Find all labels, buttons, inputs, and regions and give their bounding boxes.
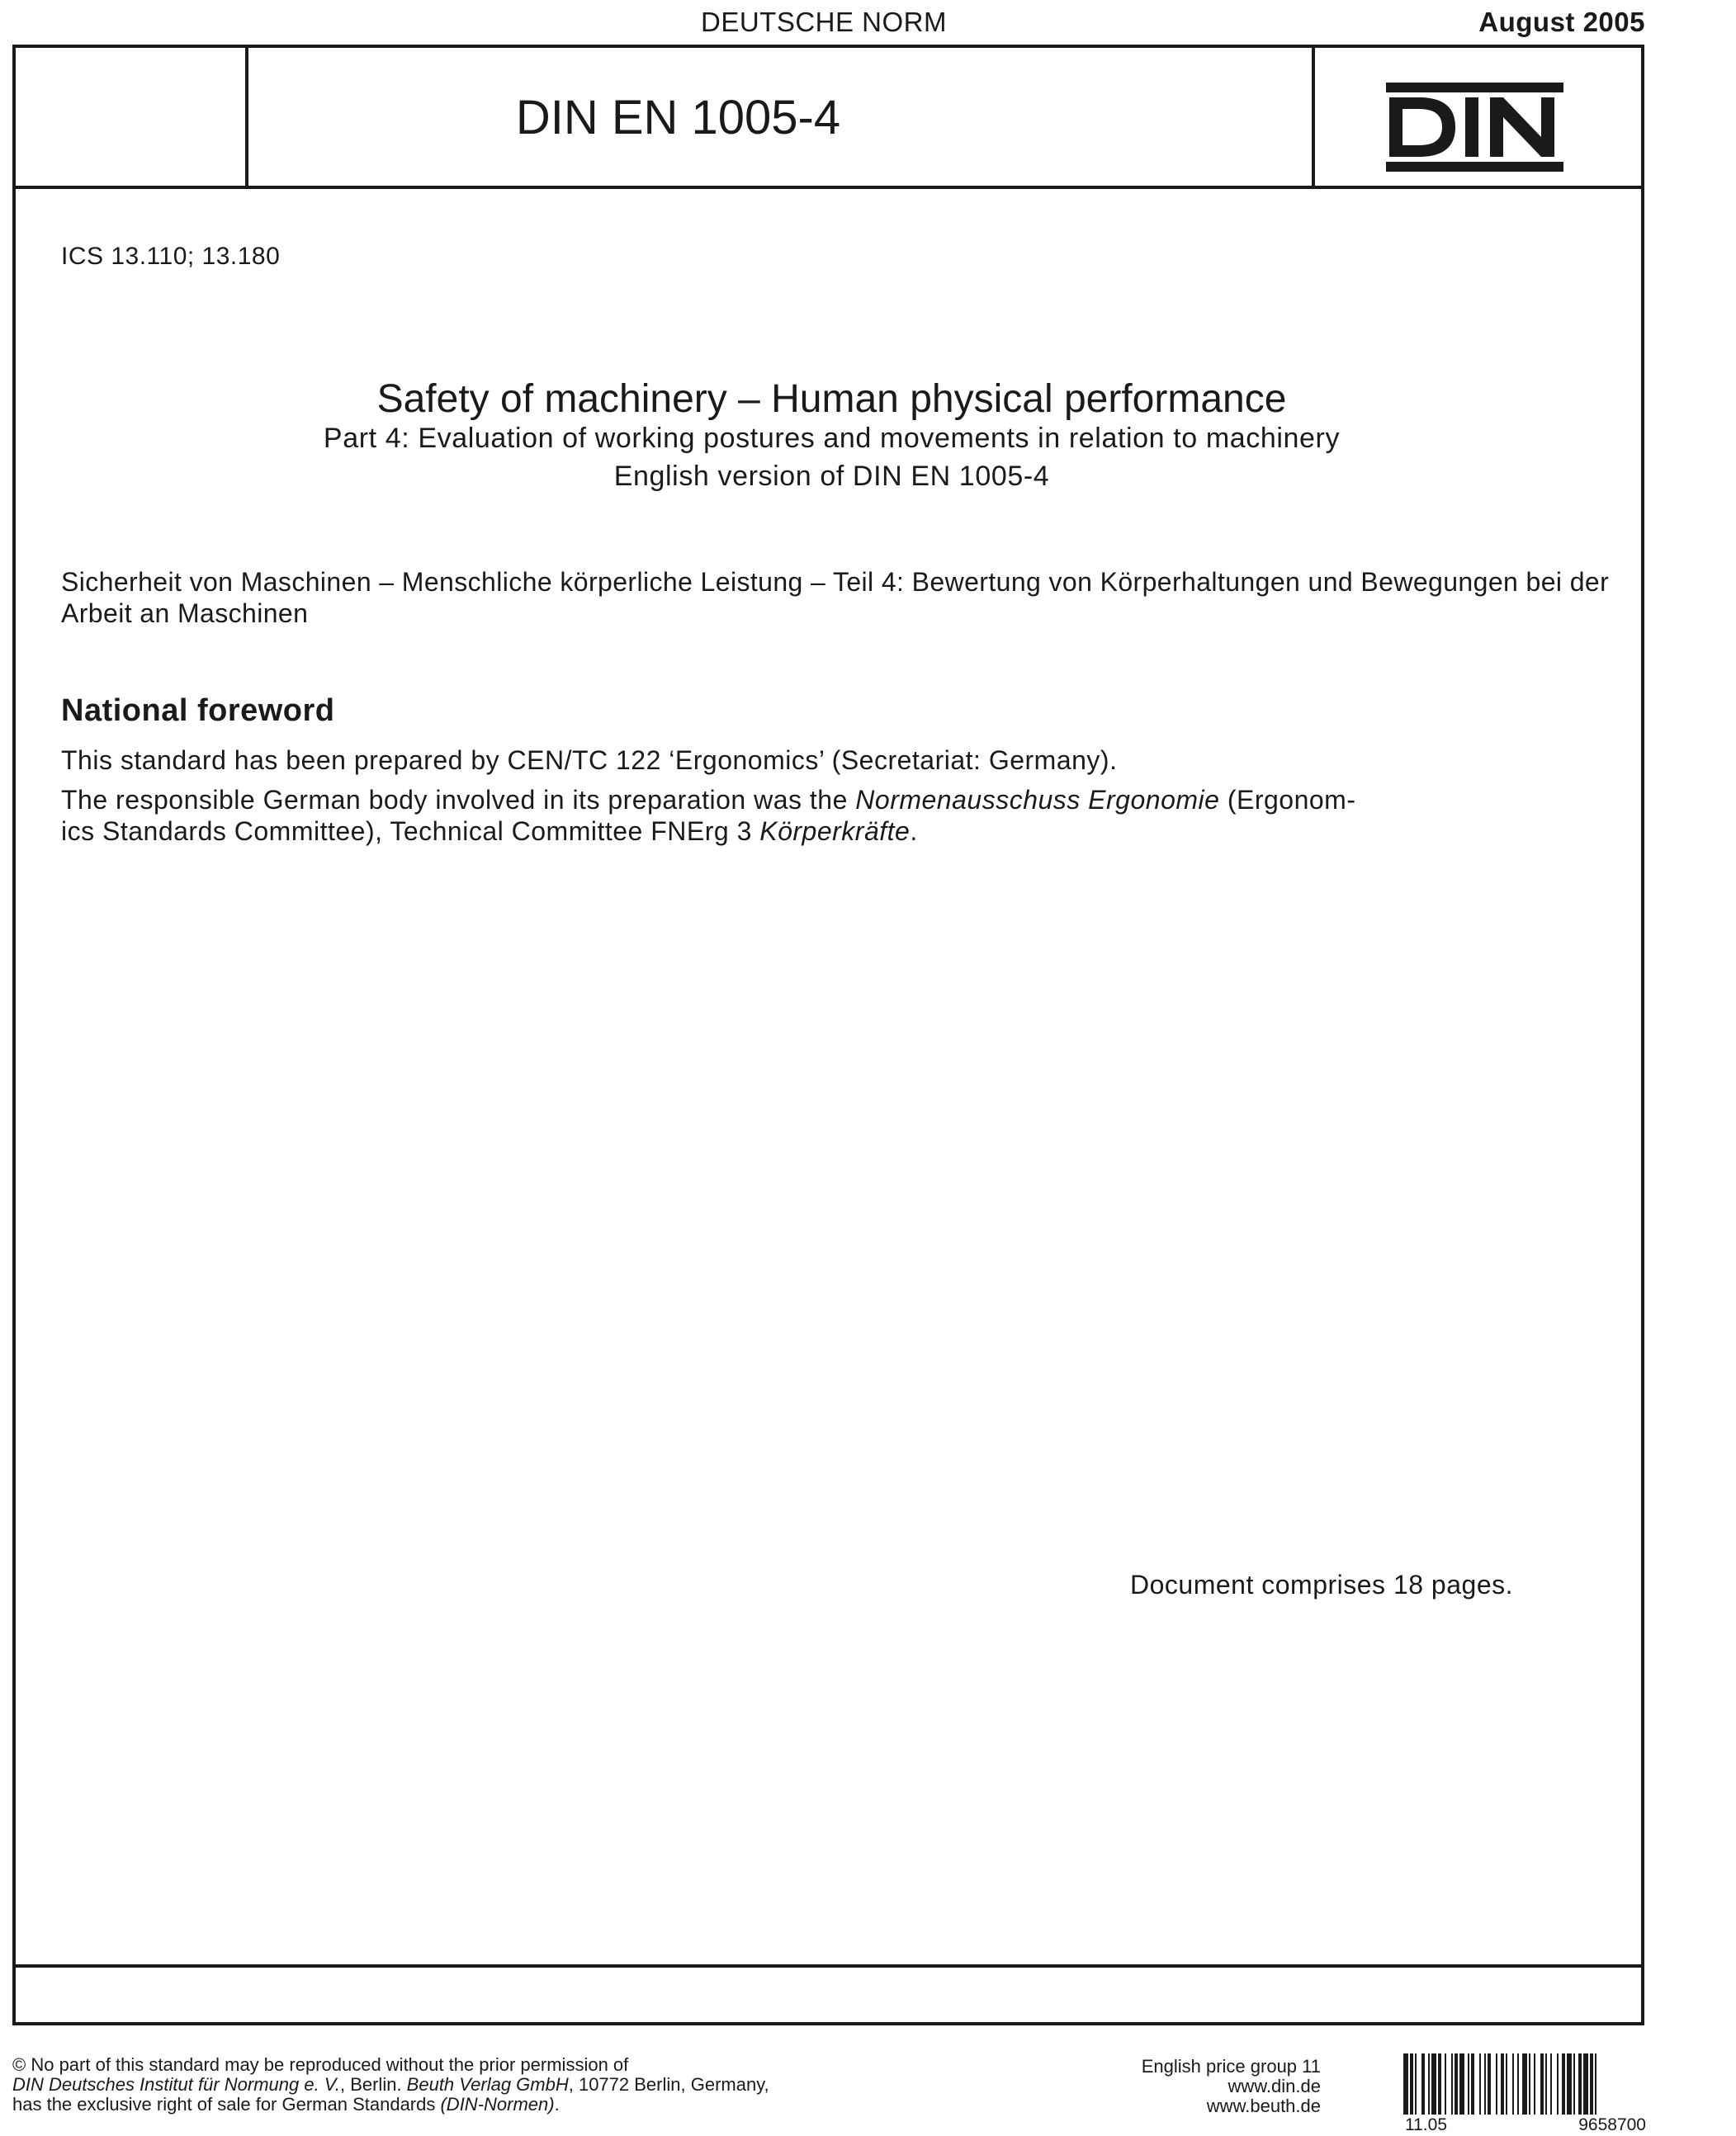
copyright-standards: (DIN-Normen)	[440, 2094, 555, 2115]
copyright-line: , Berlin.	[339, 2074, 407, 2095]
foreword-heading: National foreword	[61, 693, 335, 728]
document-frame	[12, 45, 1644, 2025]
foreword-text: The responsible German body involved in its preparation was the	[61, 785, 856, 815]
technical-committee-name: Körperkräfte	[759, 816, 911, 846]
german-title: Sicherheit von Maschinen – Menschliche körperliche Leistung – Teil 4: Bewertung von Körperhaltungen und Bewegungen bei der Arbeit an Maschinen	[61, 567, 1610, 628]
standard-type-label: DEUTSCHE NORM	[700, 7, 947, 37]
header-right-divider	[1312, 48, 1315, 186]
barcode-icon	[1402, 2053, 1649, 2115]
ics-classification: ICS 13.110; 13.180	[61, 243, 281, 270]
foreword-paragraph-2	[61, 784, 1630, 847]
header-divider	[16, 186, 1641, 189]
copyright-notice	[12, 2055, 962, 2115]
price-group: English price group 11	[1141, 2056, 1321, 2077]
copyright-line: No part of this standard may be reproduced without the prior permission of	[26, 2054, 629, 2075]
din-website-link[interactable]: www.din.de	[1227, 2076, 1321, 2096]
version-note: English version of DIN EN 1005-4	[613, 461, 1050, 492]
document-title: Safety of machinery – Human physical performance	[376, 377, 1287, 421]
foreword-text: .	[910, 816, 918, 846]
copyright-line: , 10772 Berlin, Germany,	[568, 2074, 769, 2095]
copyright-publisher: Beuth Verlag GmbH	[406, 2074, 569, 2095]
copyright-line: has the exclusive right of sale for German Standards	[12, 2094, 441, 2115]
barcode-left-number: 11.05	[1405, 2115, 1447, 2134]
din-logo-icon	[1386, 83, 1563, 172]
copyright-org: DIN Deutsches Institut für Normung e. V.	[12, 2074, 340, 2095]
price-info	[1015, 2057, 1321, 2116]
foreword-paragraph-1: This standard has been prepared by CEN/TC 122 ‘Ergonomics’ (Secretariat: Germany).	[61, 745, 1118, 775]
copyright-line: .	[554, 2094, 560, 2115]
foreword-text: ics Standards Committee), Technical Committee FNErg 3	[61, 816, 760, 846]
publication-date: August 2005	[1478, 7, 1645, 37]
page-count: Document comprises 18 pages.	[1130, 1570, 1513, 1600]
footer-divider	[16, 1964, 1641, 1968]
copyright-symbol: ©	[12, 2054, 26, 2075]
document-subtitle: Part 4: Evaluation of working postures and movements in relation to machinery	[323, 423, 1341, 454]
barcode-right-number: 9658700	[1578, 2115, 1646, 2134]
committee-name: Normenausschuss Ergonomie	[855, 785, 1220, 815]
foreword-text: (Ergonom-	[1219, 785, 1356, 815]
document-number: DIN EN 1005-4	[515, 91, 841, 144]
beuth-website-link[interactable]: www.beuth.de	[1206, 2096, 1321, 2116]
